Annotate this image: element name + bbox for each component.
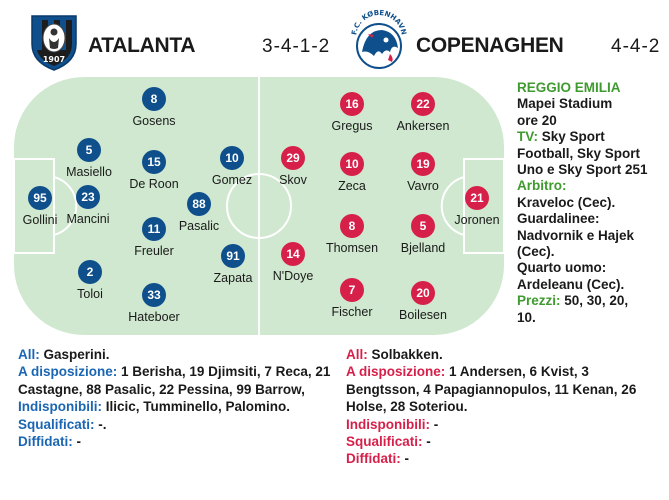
suspended-value: - (426, 434, 431, 450)
fourth-official-label: Quarto uomo: (517, 260, 607, 276)
subs-value: Castagne, 88 Pasalic, 22 Pessina, 99 Barrow, (18, 381, 305, 397)
svg-text:F.C. KØBENHAVN: F.C. KØBENHAVN (350, 8, 408, 36)
prices-value: 10. (517, 309, 536, 325)
suspended-label: Squalificati: (18, 416, 95, 432)
tv-label: TV: (517, 129, 539, 145)
player-away (312, 278, 392, 319)
player-number: 29 (281, 146, 305, 170)
player-number: 11 (142, 217, 166, 241)
player-name: Gollini (22, 213, 58, 227)
away-formation: 4-4-2 (611, 36, 661, 57)
unavailable-value: - (433, 416, 439, 432)
player-number: 88 (187, 192, 211, 216)
coach-value: Solbakken. (371, 347, 443, 362)
away-team-name: COPENAGHEN (416, 34, 564, 57)
warned-value: - (76, 434, 82, 450)
player-name: Mancini (66, 212, 110, 226)
player-name: Gomez (211, 173, 253, 187)
coach-label: All: (346, 347, 368, 362)
unavailable-label: Indisponibili: (18, 399, 102, 415)
player-away (383, 92, 463, 133)
match-city: REGGIO EMILIA (517, 80, 621, 95)
subs-label: A disposizione: (18, 364, 118, 380)
player-number: 7 (340, 278, 364, 302)
warned-label: Diffidati: (18, 434, 73, 450)
unavailable-value: Ilicic, Tumminello, Palomino. (105, 399, 291, 415)
player-number: 20 (411, 281, 435, 305)
player-name: Gosens (132, 114, 176, 128)
player-name: Pasalic (178, 219, 220, 233)
subs-value: Bengtsson, 4 Papagiannopulos, 11 Kenan, 26 (346, 381, 637, 397)
coach-label: All: (18, 347, 40, 362)
tv-value: Uno e Sky Sport 251 (517, 162, 648, 178)
player-number: 95 (28, 186, 52, 210)
home-squad-info (18, 346, 338, 450)
player-number: 5 (77, 138, 101, 162)
player-number: 21 (465, 186, 489, 210)
prices-value: 50, 30, 20, (564, 293, 629, 309)
player-name: Skov (279, 173, 307, 187)
tv-value: Football, Sky Sport (517, 145, 641, 161)
player-name: Fischer (331, 305, 373, 319)
player-number: 16 (340, 92, 364, 116)
player-number: 91 (221, 244, 245, 268)
player-number: 8 (340, 214, 364, 238)
player-number: 22 (411, 92, 435, 116)
player-name: Boilesen (399, 308, 447, 322)
prices-label: Prezzi: (517, 293, 561, 309)
referee-label: Arbitro: (517, 178, 567, 194)
unavailable-label: Indisponibili: (346, 416, 430, 432)
match-info (517, 80, 667, 326)
player-away (312, 214, 392, 255)
fourth-official-value: Ardeleanu (Cec). (517, 276, 625, 292)
player-away (312, 152, 392, 193)
player-number: 19 (411, 152, 435, 176)
atalanta-badge-icon (26, 12, 82, 72)
tv-value: Sky Sport (541, 129, 605, 145)
player-name: De Roon (129, 177, 179, 191)
player-home (159, 192, 239, 233)
player-name: N'Doye (272, 269, 314, 283)
coach-value: Gasperini. (43, 347, 110, 362)
linesmen-value: Nadvornik e Hajek (517, 227, 635, 243)
player-number: 8 (142, 87, 166, 111)
subs-value: 1 Berisha, 19 Djimsiti, 7 Reca, 21 (121, 364, 331, 380)
linesmen-label: Guardalinee: (517, 211, 600, 227)
player-name: Masiello (66, 165, 112, 179)
home-formation: 3-4-1-2 (262, 36, 331, 57)
player-number: 5 (411, 214, 435, 238)
linesmen-value: (Cec). (517, 244, 555, 260)
player-name: Thomsen (325, 241, 379, 255)
away-squad-info (346, 346, 666, 468)
suspended-value: -. (98, 416, 107, 432)
player-away (383, 281, 463, 322)
player-name: Hateboer (128, 310, 180, 324)
match-time: ore 20 (517, 112, 557, 128)
home-team-name: ATALANTA (88, 34, 196, 57)
player-name: Vavro (407, 179, 439, 193)
referee-value: Kraveloc (Cec). (517, 194, 616, 210)
match-stadium: Mapei Stadium (517, 96, 613, 112)
player-number: 14 (281, 242, 305, 266)
player-number: 23 (76, 185, 100, 209)
warned-value: - (404, 451, 410, 467)
subs-value: Holse, 28 Soteriou. (346, 399, 468, 415)
player-name: Ankersen (396, 119, 450, 133)
subs-value: 1 Andersen, 6 Kvist, 3 (449, 364, 589, 380)
player-name: Gregus (331, 119, 373, 133)
player-name: Zapata (213, 271, 253, 285)
player-away (312, 92, 392, 133)
warned-label: Diffidati: (346, 451, 401, 467)
player-name: Toloi (77, 287, 103, 301)
copenhagen-lion-badge-icon (348, 8, 410, 74)
player-home (114, 150, 194, 191)
svg-text:1907: 1907 (42, 55, 66, 64)
player-name: Joronen (454, 213, 500, 227)
player-name: Zeca (338, 179, 366, 193)
player-number: 2 (78, 260, 102, 284)
player-name: Freuler (134, 244, 174, 258)
player-number: 33 (142, 283, 166, 307)
player-number: 10 (220, 146, 244, 170)
suspended-label: Squalificati: (346, 434, 423, 450)
player-number: 15 (142, 150, 166, 174)
player-away-gk (437, 186, 517, 227)
player-home (114, 87, 194, 128)
player-number: 10 (340, 152, 364, 176)
player-name: Bjelland (400, 241, 446, 255)
subs-label: A disposizione: (346, 364, 446, 380)
player-home (114, 283, 194, 324)
